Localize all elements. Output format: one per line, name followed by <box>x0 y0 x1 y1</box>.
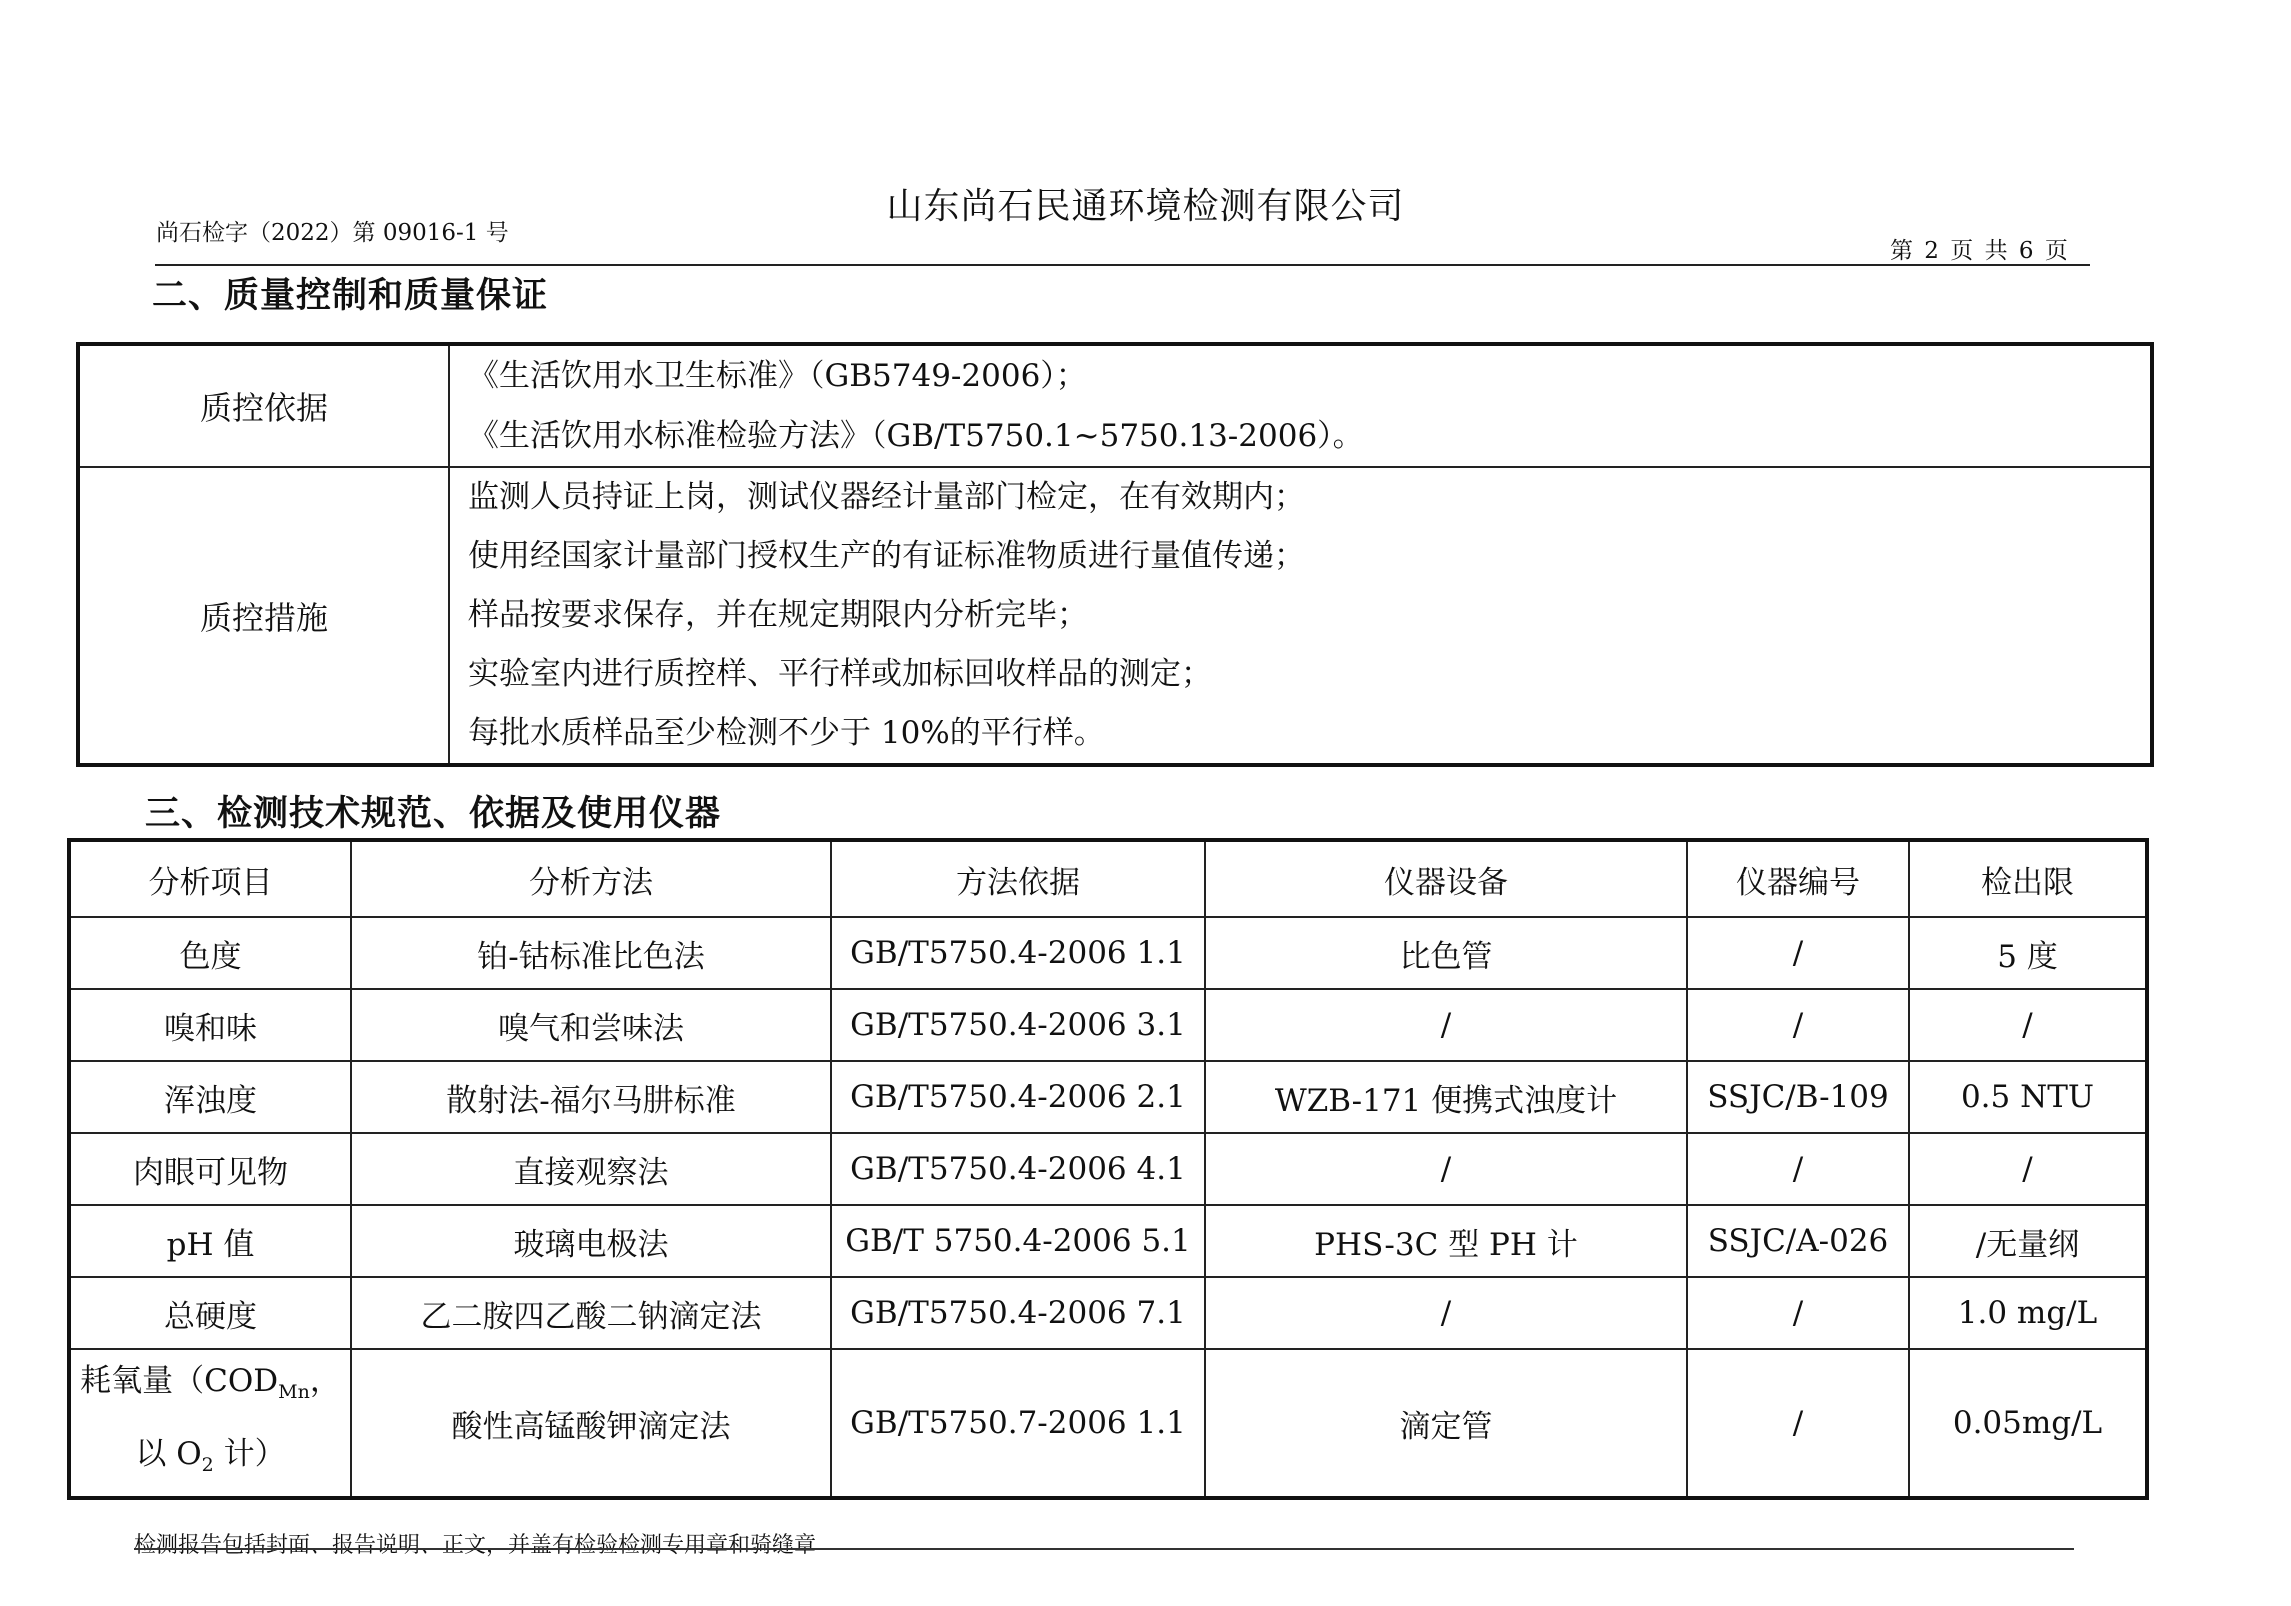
instrument-number: / <box>1687 1133 1909 1205</box>
instrument-number: / <box>1687 1349 1909 1498</box>
detection-limit: / <box>1909 989 2147 1061</box>
column-header: 分析方法 <box>351 840 831 917</box>
analysis-item: 色度 <box>69 917 351 989</box>
column-header: 检出限 <box>1909 840 2147 917</box>
detection-limit: / <box>1909 1133 2147 1205</box>
method-basis: GB/T5750.4-2006 4.1 <box>831 1133 1205 1205</box>
qc-measure-line: 实验室内进行质控样、平行样或加标回收样品的测定； <box>468 656 1212 692</box>
column-header: 仪器编号 <box>1687 840 1909 917</box>
analysis-method: 散射法-福尔马肼标准 <box>351 1061 831 1133</box>
analysis-method: 嗅气和尝味法 <box>351 989 831 1061</box>
table-row <box>69 989 2147 1061</box>
table-row <box>69 1277 2147 1349</box>
header-divider <box>155 264 2090 266</box>
analysis-method: 乙二胺四乙酸二钠滴定法 <box>351 1277 831 1349</box>
analysis-method: 酸性高锰酸钾滴定法 <box>351 1349 831 1498</box>
methods-instruments-table <box>67 838 2149 1500</box>
method-basis: GB/T5750.7-2006 1.1 <box>831 1349 1205 1498</box>
qc-basis-line: 《生活饮用水卫生标准》（GB5749-2006）； <box>468 358 1087 394</box>
column-header: 方法依据 <box>831 840 1205 917</box>
table-header-row <box>69 840 2147 917</box>
company-name: 山东尚石民通环境检测有限公司 <box>886 186 1405 227</box>
table-row <box>69 1133 2147 1205</box>
section-title-methods: 三、检测技术规范、依据及使用仪器 <box>145 793 722 834</box>
instrument: WZB-171 便携式浊度计 <box>1205 1061 1687 1133</box>
qc-basis-line: 《生活饮用水标准检验方法》（GB/T5750.1~5750.13-2006）。 <box>468 418 1364 454</box>
analysis-item-text: 以 O <box>135 1436 202 1473</box>
detection-limit: 1.0 mg/L <box>1909 1277 2147 1349</box>
detection-limit: /无量纲 <box>1909 1205 2147 1277</box>
analysis-item: 嗅和味 <box>69 989 351 1061</box>
analysis-item-text: 耗氧量（COD <box>80 1363 279 1399</box>
detection-limit: 0.5 NTU <box>1909 1061 2147 1133</box>
analysis-item-line <box>71 1350 350 1423</box>
subscript-text: 2 <box>201 1454 214 1477</box>
detection-limit: 5 度 <box>1909 917 2147 989</box>
analysis-method: 铂-钴标准比色法 <box>351 917 831 989</box>
qc-row-measures <box>78 467 2152 765</box>
qc-measure-line: 样品按要求保存，并在规定期限内分析完毕； <box>468 597 1088 633</box>
analysis-item-line <box>71 1423 350 1496</box>
qc-basis-content <box>449 344 2152 467</box>
instrument: 滴定管 <box>1205 1349 1687 1498</box>
page-indicator: 第 2 页 共 6 页 <box>1890 238 2070 264</box>
table-row <box>69 1061 2147 1133</box>
table-row <box>69 1349 2147 1498</box>
analysis-item: 总硬度 <box>69 1277 351 1349</box>
analysis-item-text: ， <box>309 1363 341 1399</box>
instrument: PHS-3C 型 PH 计 <box>1205 1205 1687 1277</box>
subscript-text: Mn <box>278 1381 310 1404</box>
method-basis: GB/T5750.4-2006 3.1 <box>831 989 1205 1061</box>
instrument: / <box>1205 989 1687 1061</box>
analysis-method: 玻璃电极法 <box>351 1205 831 1277</box>
instrument-number: / <box>1687 917 1909 989</box>
analysis-item <box>69 1349 351 1498</box>
detection-limit: 0.05mg/L <box>1909 1349 2147 1498</box>
qc-measures-content <box>449 467 2152 765</box>
qc-measure-line: 监测人员持证上岗，测试仪器经计量部门检定，在有效期内； <box>468 479 1305 515</box>
column-header: 仪器设备 <box>1205 840 1687 917</box>
section-title-quality-control: 二、质量控制和质量保证 <box>152 275 549 316</box>
qc-basis-label: 质控依据 <box>78 344 449 467</box>
method-basis: GB/T5750.4-2006 2.1 <box>831 1061 1205 1133</box>
analysis-item: 肉眼可见物 <box>69 1133 351 1205</box>
footer-note: 检测报告包括封面、报告说明、正文，并盖有检验检测专用章和骑缝章 <box>134 1533 817 1558</box>
instrument-number: SSJC/B-109 <box>1687 1061 1909 1133</box>
footer-divider <box>134 1548 2074 1550</box>
method-basis: GB/T5750.4-2006 1.1 <box>831 917 1205 989</box>
instrument-number: SSJC/A-026 <box>1687 1205 1909 1277</box>
instrument-number: / <box>1687 989 1909 1061</box>
method-basis: GB/T5750.4-2006 7.1 <box>831 1277 1205 1349</box>
qc-measure-line: 使用经国家计量部门授权生产的有证标准物质进行量值传递； <box>468 538 1305 574</box>
table-row <box>69 1205 2147 1277</box>
analysis-item-text: 计） <box>213 1436 286 1473</box>
instrument: 比色管 <box>1205 917 1687 989</box>
instrument: / <box>1205 1133 1687 1205</box>
qc-row-basis <box>78 344 2152 467</box>
instrument-number: / <box>1687 1277 1909 1349</box>
instrument: / <box>1205 1277 1687 1349</box>
analysis-item: 浑浊度 <box>69 1061 351 1133</box>
qc-measures-label: 质控措施 <box>78 467 449 765</box>
report-number: 尚石检字（2022）第 09016-1 号 <box>156 220 509 246</box>
analysis-item: pH 值 <box>69 1205 351 1277</box>
quality-control-table <box>76 342 2154 767</box>
table-row <box>69 917 2147 989</box>
method-basis: GB/T 5750.4-2006 5.1 <box>831 1205 1205 1277</box>
column-header: 分析项目 <box>69 840 351 917</box>
analysis-method: 直接观察法 <box>351 1133 831 1205</box>
qc-measure-line: 每批水质样品至少检测不少于 10%的平行样。 <box>468 715 1105 751</box>
